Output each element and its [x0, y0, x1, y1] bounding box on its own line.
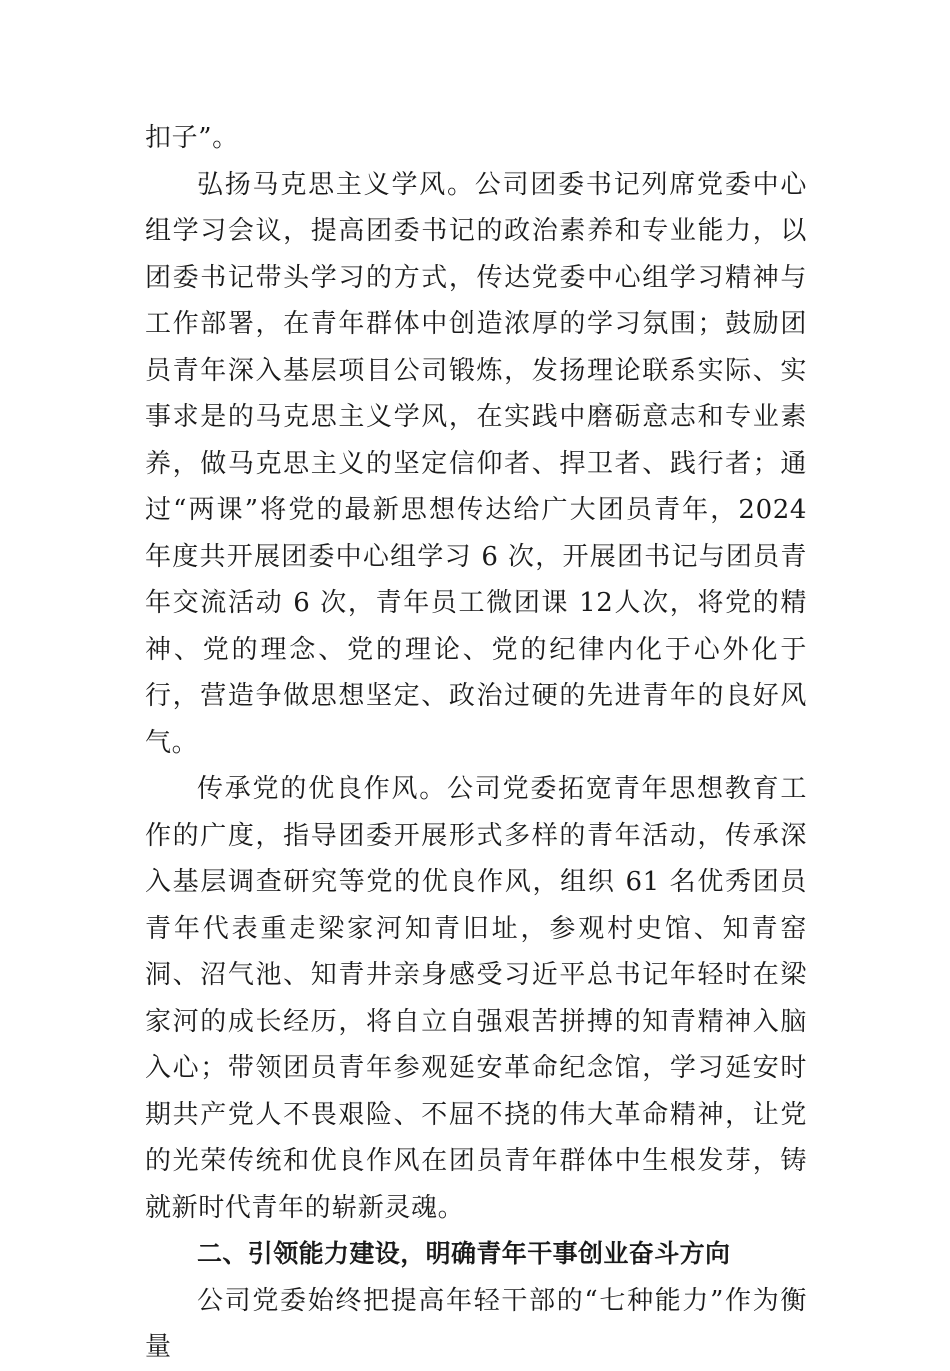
paragraph-study-style: 弘扬马克思主义学风。公司团委书记列席党委中心组学习会议，提高团委书记的政治素养和专业能力，以团委书记带头学习的方式，传达党委中心组学习精神与工作部署，在青年群体中创造浓厚的学习氛围；鼓励团员青年深入基层项目公司锻炼，发扬理论联系实际、实事求是的马克思主义学风，在实践中磨砺意志和专业素养，做马克思主义的坚定信仰者、捍卫者、践行者；通过“两课”将党的最新思想传达给广大团员青年，2024 年度共开展团委中心组学习 6 次，开展团书记与团员青年交流活动 6 次，青年员工微团课 12人次，将党的精神、党的理念、党的理论、党的纪律内化于心外化于行，营造争做思想坚定、政治过硬的先进青年的良好风气。	[145, 169, 807, 758]
paragraph-party-style: 传承党的优良作风。公司党委拓宽青年思想教育工作的广度，指导团委开展形式多样的青年活动，传承深入基层调查研究等党的优良作风，组织 61 名优秀团员青年代表重走梁家河知青旧址，参观村史馆、知青窑洞、沼气池、知青井亲身感受习近平总书记年轻时在梁家河的成长经历，将自立自强艰苦拼搏的知青精神入脑入心；带领团员青年参观延安革命纪念馆，学习延安时期共产党人不畏艰险、不屈不挠的伟大革命精神，让党的光荣传统和优良作风在团员青年群体中生根发芽，铸就新时代青年的崭新灵魂。	[145, 774, 807, 1223]
paragraph-closing: 公司党委始终把提高年轻干部的“七种能力”作为衡量	[145, 1285, 807, 1362]
paragraph-continuation: 扣子”。	[145, 123, 239, 153]
document-body	[145, 115, 807, 1371]
section-heading: 二、引领能力建设，明确青年干事创业奋斗方向	[197, 1239, 731, 1268]
